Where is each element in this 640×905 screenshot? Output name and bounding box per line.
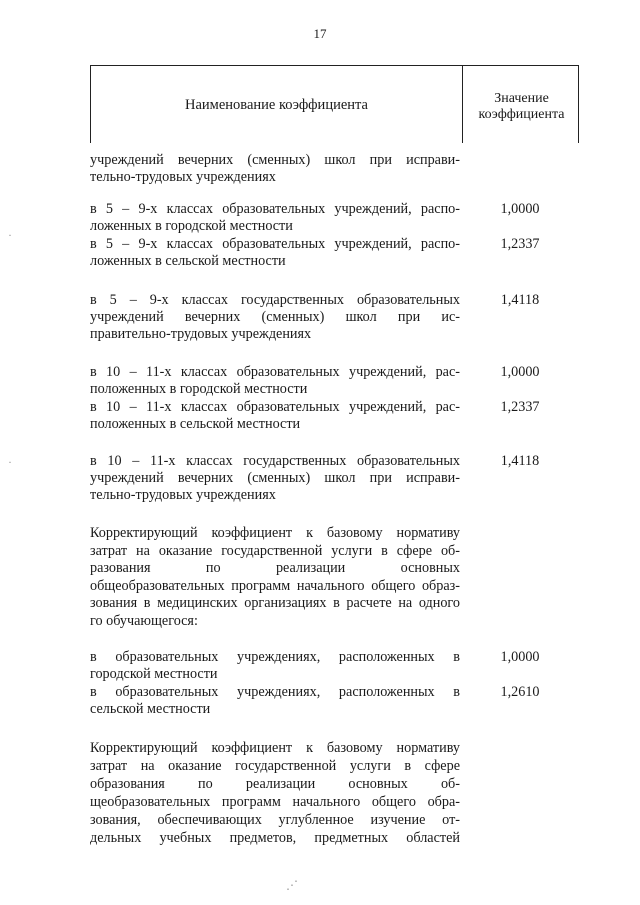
row-line: в 5 – 9-х классах образовательных учреждений, распо- [90, 201, 460, 217]
page-number: 17 [313, 26, 327, 41]
row-line: затрат на оказание государственной услуги в сфере [90, 758, 460, 774]
table-row-name [90, 453, 460, 504]
table-header [90, 65, 579, 143]
row-line: правительно-трудовых учреждениях [90, 326, 312, 342]
row-line: щеобразовательных программ начального общего обра- [90, 794, 460, 810]
row-line: разования по реализации основных [90, 560, 460, 576]
row-line: затрат на оказание государственной услуги в сфере об- [90, 542, 460, 559]
row-line: зования, обеспечивающих углубленное изучение от- [90, 812, 460, 828]
table-row-name [90, 399, 460, 433]
table-row-name [90, 649, 460, 683]
row-line: в 10 – 11-х классах государственных образовательных [90, 453, 460, 469]
header-value-line1: Значение [494, 91, 549, 106]
row-value: 1,2337 [500, 236, 540, 252]
header-name-column: Наименование коэффициента [185, 97, 368, 113]
row-line: тельно-трудовых учреждениях [90, 169, 276, 185]
row-line: в 10 – 11-х классах образовательных учреждений, рас- [90, 399, 460, 415]
table-row-name [90, 292, 460, 343]
row-line: учреждений вечерних (сменных) школ при ис- [90, 309, 460, 325]
row-value: 1,0000 [500, 649, 540, 665]
row-line: Корректирующий коэффициент к базовому нормативу [90, 740, 460, 756]
row-value: 1,4118 [500, 453, 540, 469]
row-line: дельных учебных предметов, предметных областей [90, 830, 460, 846]
row-line: в 5 – 9-х классах образовательных учреждений, распо- [90, 236, 460, 252]
table-row-name [90, 739, 460, 847]
table-row-name [90, 201, 460, 235]
row-line: учреждений вечерних (сменных) школ при исправи- [90, 152, 460, 168]
row-value: 1,2610 [500, 684, 540, 700]
row-line: ложенных в сельской местности [90, 253, 286, 269]
row-value: 1,2337 [500, 399, 540, 415]
row-line: в 10 – 11-х классах образовательных учреждений, рас- [90, 364, 460, 380]
row-line: образования по реализации основных об- [90, 776, 460, 792]
table-row-name [90, 364, 460, 398]
header-value-column [463, 91, 580, 123]
row-line: в образовательных учреждениях, расположенных в [90, 649, 460, 665]
row-line: тельно-трудовых учреждениях [90, 487, 276, 503]
row-line: учреждений вечерних (сменных) школ при исправи- [90, 470, 460, 486]
table-row-name [90, 525, 460, 630]
row-value: 1,0000 [500, 201, 540, 217]
row-line: Корректирующий коэффициент к базовому нормативу [90, 525, 460, 541]
row-line: положенных в сельской местности [90, 416, 301, 432]
row-line: го обучающегося: [90, 612, 198, 629]
row-line: в образовательных учреждениях, расположенных в [90, 684, 460, 700]
row-line: сельской местности [90, 701, 211, 717]
row-value: 1,0000 [500, 364, 540, 380]
scan-speck: · [8, 455, 12, 469]
row-line: зования в медицинских организациях в расчете на одного [90, 595, 460, 611]
row-line: ложенных в городской местности [90, 218, 293, 234]
row-value: 1,4118 [500, 292, 540, 308]
row-line: положенных в городской местности [90, 381, 308, 397]
row-line: в 5 – 9-х классах государственных образовательных [90, 292, 460, 308]
table-row-name [90, 684, 460, 718]
row-line: городской местности [90, 666, 218, 682]
scan-speck: · [8, 228, 12, 242]
scan-speck: ⋰ [286, 878, 298, 892]
table-row-name [90, 152, 460, 186]
header-value-line2: коэффициента [478, 107, 565, 122]
row-line: общеобразовательных программ начального общего образ- [90, 577, 460, 594]
table-row-name [90, 236, 460, 270]
